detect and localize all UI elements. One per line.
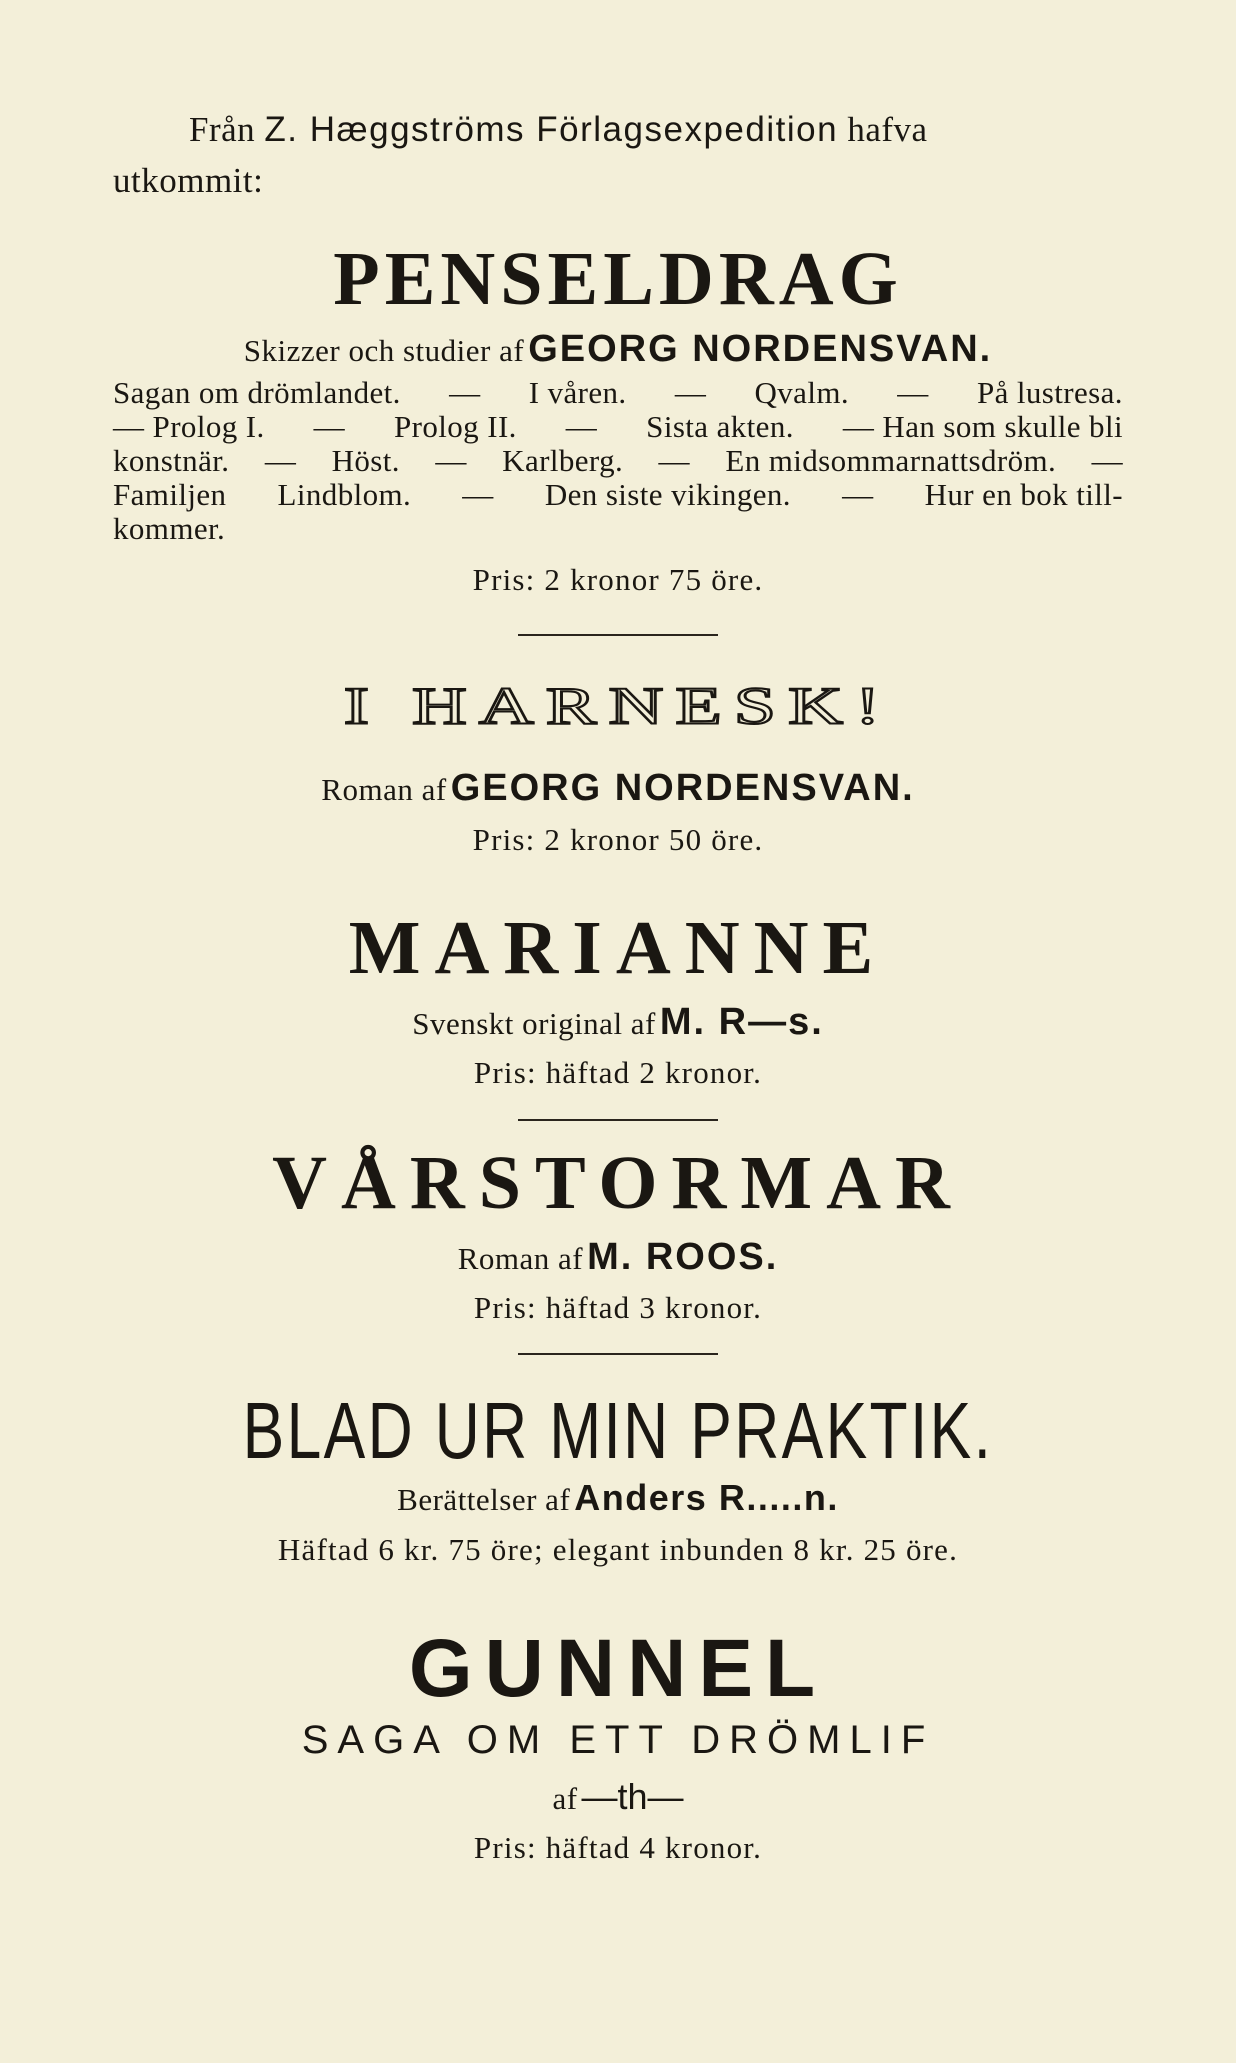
contents-dash: — (313, 409, 346, 444)
contents-dash: — (674, 375, 707, 410)
author-name: —th— (581, 1776, 684, 1817)
byline-prefix: Roman af (457, 1241, 584, 1276)
contents-dash: — (658, 443, 690, 478)
price-marianne: Pris: häftad 2 kronor. (473, 1055, 763, 1090)
divider-rule (518, 634, 718, 636)
author-name: M. R—s. (659, 1001, 824, 1043)
book-title-i-harnesk: I HARNESK! (343, 676, 893, 736)
author-name: GEORG NORDENSVAN. (528, 328, 993, 370)
contents-dash: — (435, 443, 467, 478)
price-blad-ur-min-praktik: Häftad 6 kr. 75 öre; elegant inbunden 8 kr. 25 öre. (277, 1532, 959, 1567)
contents-dash: — (842, 477, 874, 512)
publisher-name: Z. Hæggströms Förlagsexpedition (264, 110, 839, 149)
author-name: Anders R.....n. (574, 1477, 839, 1518)
byline-prefix: Svenskt original af (412, 1006, 656, 1041)
book-title-marianne: MARIANNE (348, 906, 888, 990)
contents-dash: — (1091, 443, 1123, 478)
byline-prefix: Skizzer och studier af (243, 333, 525, 368)
contents-item: Höst. (331, 443, 400, 478)
intro-prefix: Från (189, 110, 265, 149)
contents-line (113, 478, 1123, 512)
contents-line-last: kommer. (113, 511, 226, 546)
contents-dash: — (264, 443, 297, 478)
book-byline-i-harnesk (0, 767, 1236, 810)
book-byline-marianne (0, 1001, 1236, 1044)
contents-line (113, 444, 1123, 478)
price-penseldrag: Pris: 2 kronor 75 öre. (472, 562, 764, 597)
contents-item: Prolog II. (394, 409, 517, 444)
price-gunnel: Pris: häftad 4 kronor. (473, 1830, 763, 1865)
book-title-blad-ur-min-praktik: BLAD UR MIN PRAKTIK. (242, 1386, 994, 1475)
contents-list (113, 376, 1123, 546)
book-title-varstormar: VÅRSTORMAR (272, 1141, 964, 1225)
contents-dash: — (449, 375, 481, 410)
author-name: M. ROOS. (587, 1236, 779, 1278)
contents-item: I våren. (528, 375, 627, 410)
contents-item: — Han som skulle bli (842, 409, 1123, 444)
book-subtitle-gunnel: SAGA OM ETT DRÖMLIF (301, 1718, 935, 1762)
contents-item: Lindblom. (277, 477, 412, 512)
author-name: GEORG NORDENSVAN. (450, 767, 915, 809)
byline-prefix: Roman af (321, 772, 447, 807)
contents-item: — Prolog I. (113, 409, 265, 444)
contents-item: Familjen (113, 477, 227, 512)
contents-item: Hur en bok till- (924, 477, 1123, 512)
book-byline-penseldrag (0, 328, 1236, 371)
intro-line2: utkommit: (113, 160, 264, 200)
byline-prefix: af (552, 1781, 578, 1816)
book-byline-blad-ur-min-praktik (0, 1477, 1236, 1519)
intro-suffix: hafva (838, 110, 928, 149)
divider-rule (518, 1119, 718, 1121)
contents-item: Sista akten. (646, 409, 794, 444)
contents-dash: — (897, 375, 929, 410)
contents-item: konstnär. (113, 443, 230, 478)
contents-item: På lustresa. (976, 375, 1123, 410)
contents-item: En midsommarnattsdröm. (725, 443, 1057, 478)
price-i-harnesk: Pris: 2 kronor 50 öre. (472, 822, 764, 857)
book-byline-gunnel (0, 1776, 1236, 1818)
byline-prefix: Berättelser af (397, 1482, 571, 1517)
contents-item: Qvalm. (754, 375, 850, 410)
book-byline-varstormar (0, 1236, 1236, 1279)
contents-item: Karlberg. (502, 443, 624, 478)
contents-item: Den siste vikingen. (544, 477, 791, 512)
contents-line (113, 410, 1123, 444)
contents-dash: — (462, 477, 494, 512)
contents-item: Sagan om drömlandet. (113, 375, 401, 410)
book-title-gunnel: GUNNEL (408, 1623, 828, 1714)
book-title-penseldrag: PENSELDRAG (333, 237, 903, 321)
price-varstormar: Pris: häftad 3 kronor. (473, 1290, 763, 1325)
contents-line (113, 376, 1123, 410)
divider-rule (518, 1353, 718, 1355)
contents-dash: — (565, 409, 598, 444)
intro-paragraph (113, 105, 1133, 207)
